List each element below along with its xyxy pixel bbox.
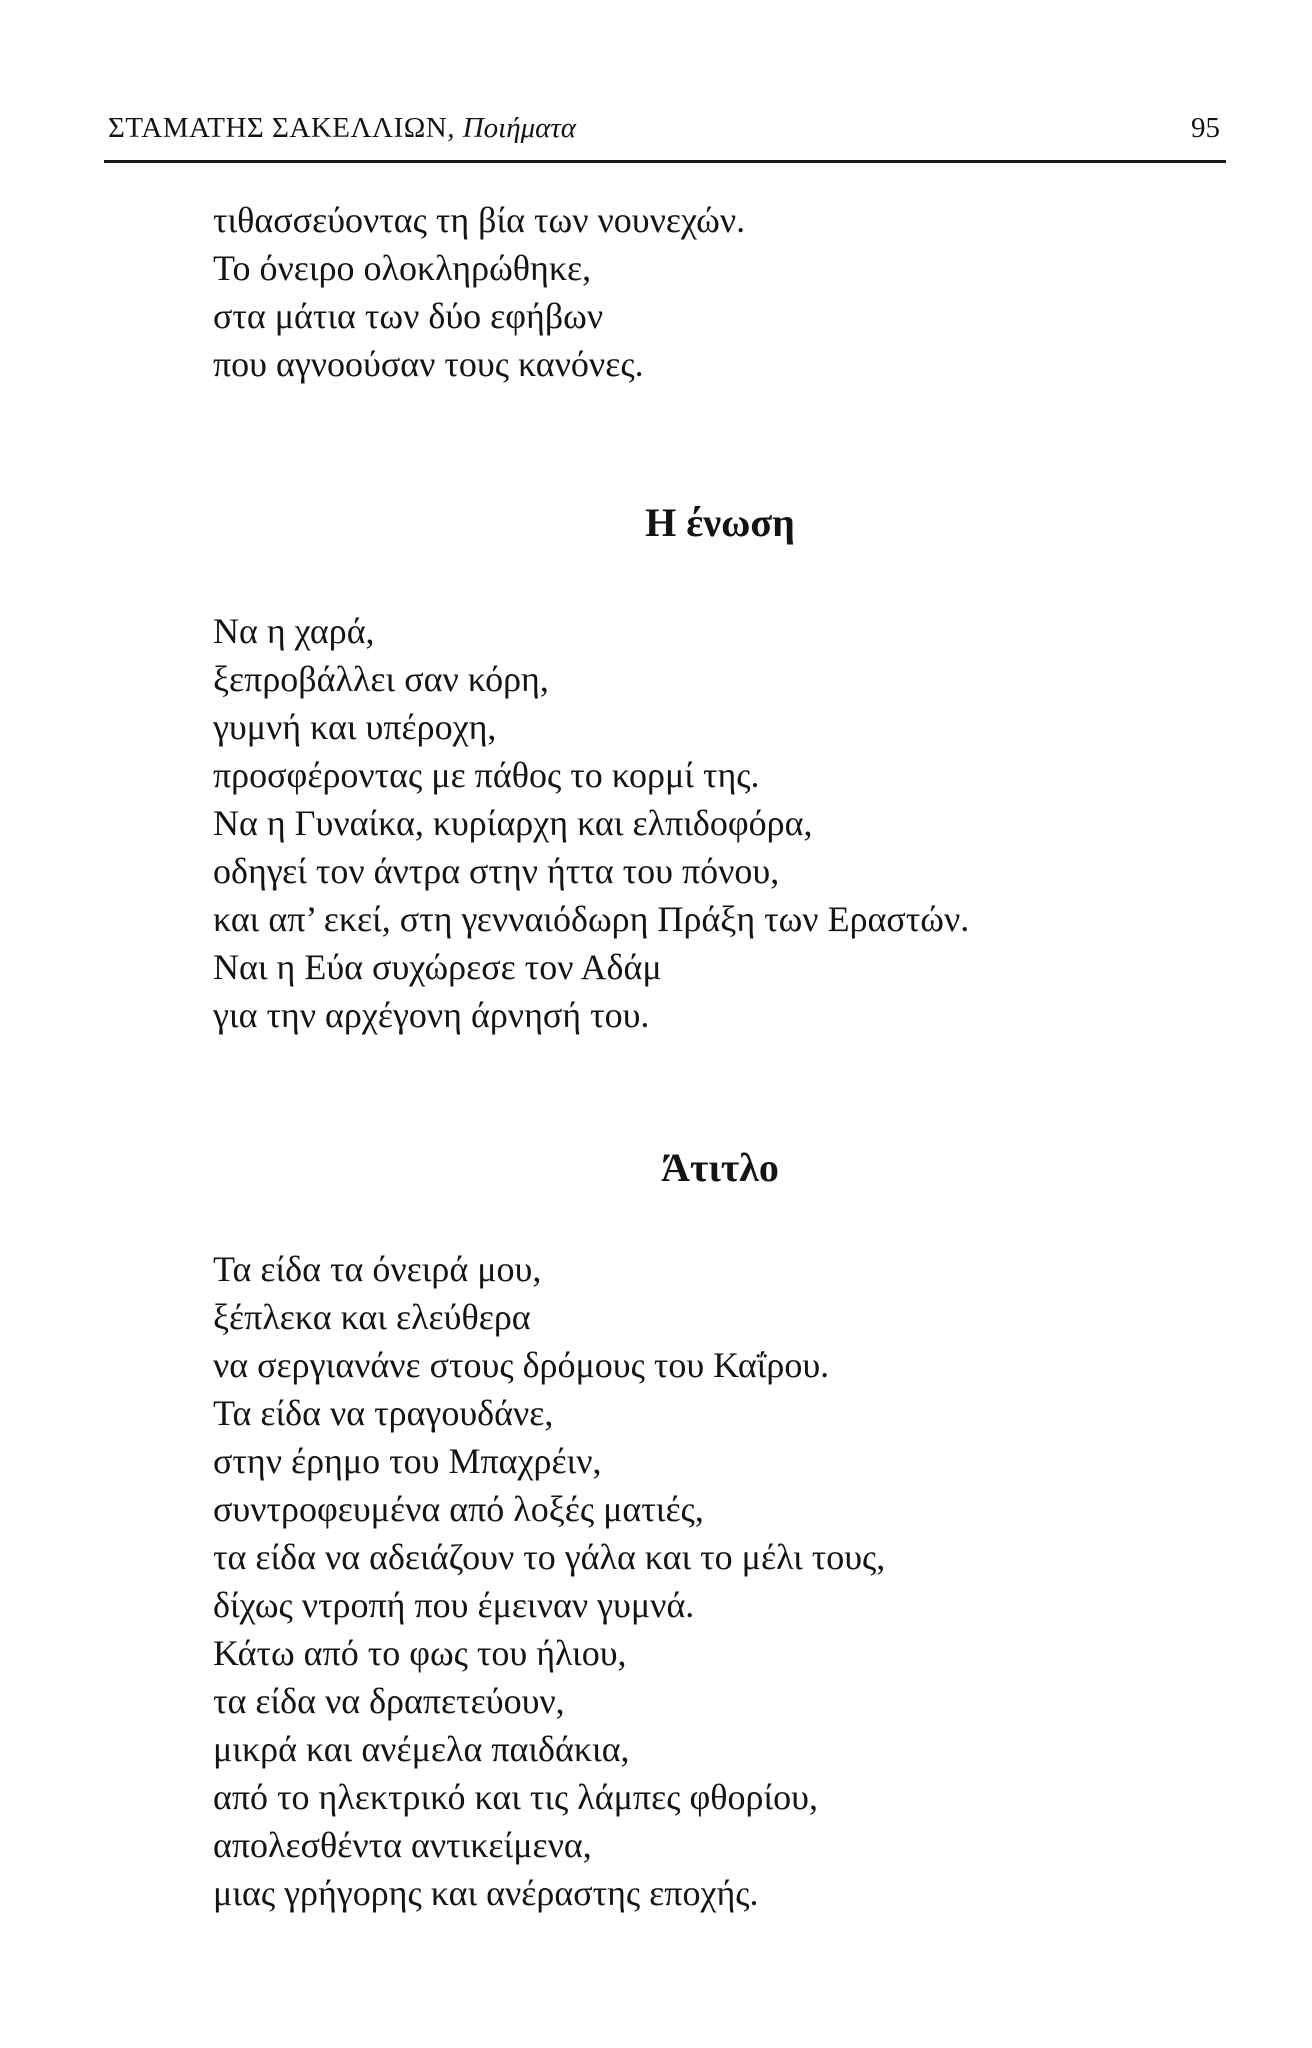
poem-enosi-body <box>213 607 1213 1039</box>
poem-line: Να η Γυναίκα, κυρίαρχη και ελπιδοφόρα, <box>213 803 813 843</box>
poem-line: Τα είδα να τραγουδάνε, <box>213 1393 554 1433</box>
running-header <box>108 112 1220 160</box>
header-work-title: Ποιήματα <box>462 112 577 144</box>
poem-atitlo-body <box>213 1245 1213 1917</box>
poem-line: για την αρχέγονη άρνησή του. <box>213 995 650 1035</box>
poem-line: στα μάτια των δύο εφήβων <box>213 296 604 336</box>
poem-line: τα είδα να δραπετεύουν, <box>213 1681 565 1721</box>
poem-line: τιθασσεύοντας τη βία των νουνεχών. <box>213 200 746 240</box>
header-rule <box>104 160 1226 163</box>
poem-line: Ναι η Εύα συχώρεσε τον Αδάμ <box>213 947 662 987</box>
poem-line: απολεσθέντα αντικείμενα, <box>213 1825 592 1865</box>
poem-line: τα είδα να αδειάζουν το γάλα και το μέλι τους, <box>213 1537 886 1577</box>
poem-title-atitlo: Άτιτλο <box>661 1145 779 1190</box>
page-number: 95 <box>1191 112 1220 144</box>
poem-line: γυμνή και υπέροχη, <box>213 707 497 747</box>
poem-line: από το ηλεκτρικό και τις λάμπες φθορίου, <box>213 1777 818 1817</box>
poem-line: οδηγεί τον άντρα στην ήττα του πόνου, <box>213 851 780 891</box>
header-author: ΣΤΑΜΑΤΗΣ ΣΑΚΕΛΛΙΩΝ, <box>108 112 455 144</box>
poem-title-enosi: Η ένωση <box>645 500 795 545</box>
poem-line: μιας γρήγορης και ανέραστης εποχής. <box>213 1873 759 1913</box>
poem-line: που αγνοούσαν τους κανόνες. <box>213 344 644 384</box>
poem-line: δίχως ντροπή που έμειναν γυμνά. <box>213 1585 695 1625</box>
poem-line: Να η χαρά, <box>213 611 375 651</box>
poem-line: προσφέροντας με πάθος το κορμί της. <box>213 755 760 795</box>
poem-line: να σεργιανάνε στους δρόμους του Καΐρου. <box>213 1345 830 1385</box>
poem-line: συντροφευμένα από λοξές ματιές, <box>213 1489 704 1529</box>
header-author-work <box>108 112 576 145</box>
poem-line: μικρά και ανέμελα παιδάκια, <box>213 1729 630 1769</box>
poem-line: και απ’ εκεί, στη γενναιόδωρη Πράξη των Εραστών. <box>213 899 970 939</box>
poem-line: Κάτω από το φως του ήλιου, <box>213 1633 627 1673</box>
poem-line: Τα είδα τα όνειρά μου, <box>213 1249 542 1289</box>
poem-line: ξεπροβάλλει σαν κόρη, <box>213 659 549 699</box>
continued-poem-stanza <box>213 196 1213 388</box>
poem-line: ξέπλεκα και ελεύθερα <box>213 1297 531 1337</box>
poem-line: στην έρημο του Μπαχρέιν, <box>213 1441 602 1481</box>
poem-line: Το όνειρο ολοκληρώθηκε, <box>213 248 592 288</box>
